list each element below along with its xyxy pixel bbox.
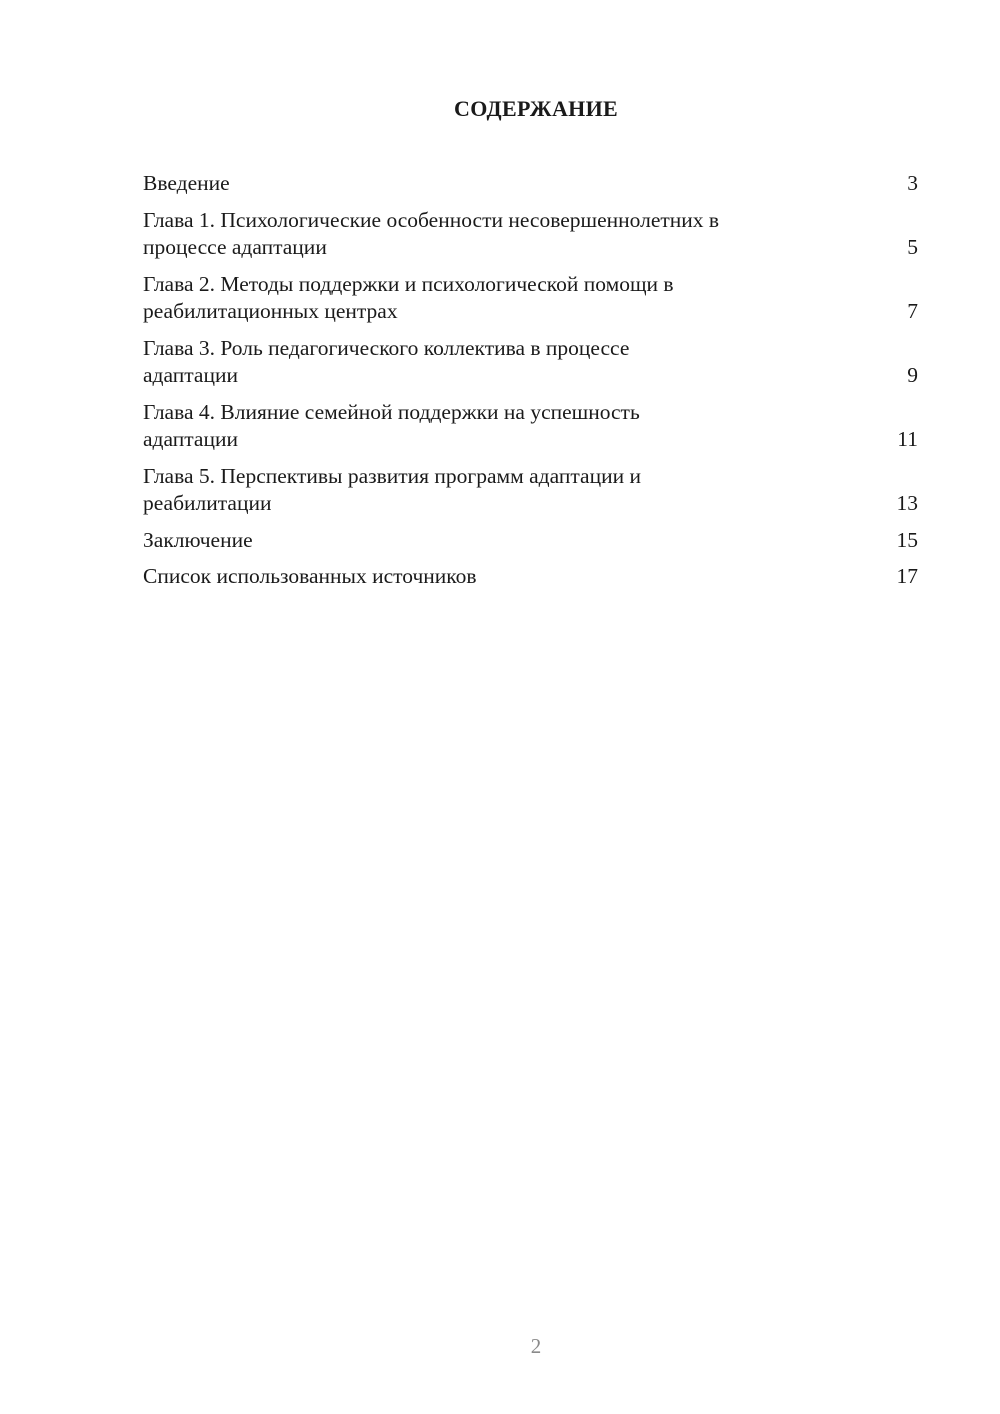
toc-entry-title-line: адаптации [143,363,238,387]
toc-entry-title [143,527,253,555]
toc-entry-title-line: Глава 2. Методы поддержки и психологической помощи в [143,271,674,296]
toc-entry-page: 7 [907,299,918,323]
toc-entry-page: 9 [907,363,918,387]
toc-entry-title [143,170,230,198]
toc-entry-title-line: реабилитации [143,491,272,515]
toc-entry-chapter-3[interactable] [143,335,918,390]
toc-entry-page: 15 [896,527,918,552]
toc-entry-title-line: адаптации [143,427,238,451]
toc-entry-title [143,207,719,262]
toc-heading: СОДЕРЖАНИЕ [454,96,618,121]
toc-entry-chapter-5[interactable] [143,463,918,518]
toc-entry-page: 11 [897,427,918,451]
toc-entry-page: 5 [907,235,918,259]
toc-entry-conclusion[interactable] [143,527,918,555]
toc-entry-title-line: Введение [143,171,230,195]
toc-entry-references[interactable] [143,563,918,591]
toc-entry-title [143,399,640,454]
toc-entry-page: 3 [907,171,918,195]
toc-entry-title-line: процессе адаптации [143,235,327,259]
toc-entry-title-line: Глава 1. Психологические особенности несовершеннолетних в [143,207,720,232]
toc-entry-page: 17 [896,564,918,588]
toc-entry-title-line: Глава 3. Роль педагогического коллектива в процессе [143,335,630,360]
table-of-contents [143,170,918,600]
toc-entry-title-line: реабилитационных центрах [143,299,398,323]
toc-entry-chapter-4[interactable] [143,399,918,454]
toc-entry-introduction[interactable] [143,170,918,198]
toc-entry-title [143,563,477,591]
toc-entry-title-line: Глава 5. Перспективы развития программ адаптации и [143,463,641,488]
toc-entry-title-line: Список использованных источников [143,564,477,588]
toc-entry-title-line: Глава 4. Влияние семейной поддержки на успешность [143,399,640,424]
toc-entry-chapter-1[interactable] [143,207,918,262]
toc-entry-title-line: Заключение [143,527,253,552]
toc-entry-page: 13 [896,491,918,515]
toc-entry-chapter-2[interactable] [143,271,918,326]
toc-entry-title [143,271,674,326]
toc-entry-title [143,335,629,390]
page-number: 2 [530,1334,542,1358]
toc-entry-title [143,463,641,518]
